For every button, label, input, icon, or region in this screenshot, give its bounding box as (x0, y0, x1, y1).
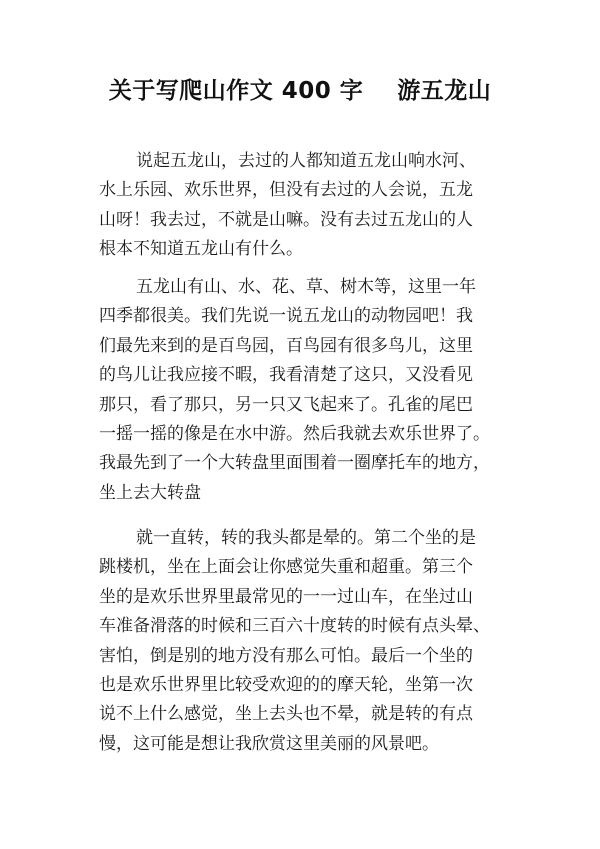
document-title: 关于写爬山作文 400 字 游五龙山 (108, 78, 492, 104)
paragraph-line: 害怕，倒是别的地方没有那么可怕。最后一个坐的 (99, 645, 473, 666)
paragraph-line: 一摇一摇的像是在水中游。然后我就去欢乐世界了。 (99, 423, 490, 444)
paragraph-line: 说不上什么感觉，坐上去头也不晕，就是转的有点 (99, 704, 473, 725)
paragraph-line: 车准备滑落的时候和三百六十度转的时候有点头晕、 (99, 616, 490, 637)
paragraph-line: 就一直转，转的我头都是晕的。第二个坐的是 (136, 528, 476, 548)
paragraph-2 (99, 273, 519, 508)
paragraph-line: 五龙山有山、水、花、草、树木等，这里一年 (136, 277, 476, 297)
paragraph-line: 坐的是欢乐世界里最常见的一一过山车，在坐过山 (99, 586, 473, 607)
paragraph-line: 慢，这可能是想让我欣赏这里美丽的风景吧。 (99, 733, 439, 754)
paragraph-line: 也是欢乐世界里比较受欢迎的的摩天轮，坐第一次 (99, 674, 473, 695)
paragraph-line: 水上乐园、欢乐世界，但没有去过的人会说，五龙 (99, 180, 473, 201)
paragraph-line: 说起五龙山，去过的人都知道五龙山响水河、 (136, 151, 476, 171)
paragraph-line: 跳楼机，坐在上面会让你感觉失重和超重。第三个 (99, 557, 473, 578)
paragraph-line: 我最先到了一个大转盘里面围着一圈摩托车的地方， (99, 453, 490, 474)
paragraph-3 (99, 524, 519, 759)
paragraph-1 (99, 147, 519, 265)
paragraph-line: 那只，看了那只，另一只又飞起来了。孔雀的尾巴 (99, 394, 473, 415)
paragraph-line: 四季都很美。我们先说一说五龙山的动物园吧！我 (99, 306, 473, 327)
paragraph-line: 根本不知道五龙山有什么。 (99, 239, 303, 260)
paragraph-line: 坐上去大转盘 (99, 482, 201, 503)
paragraph-line: 山呀！我去过，不就是山嘛。没有去过五龙山的人 (99, 209, 473, 230)
paragraph-line: 们最先来到的是百鸟园，百鸟园有很多鸟儿，这里 (99, 335, 473, 356)
paragraph-line: 的鸟儿让我应接不暇，我看清楚了这只，又没看见 (99, 365, 473, 386)
